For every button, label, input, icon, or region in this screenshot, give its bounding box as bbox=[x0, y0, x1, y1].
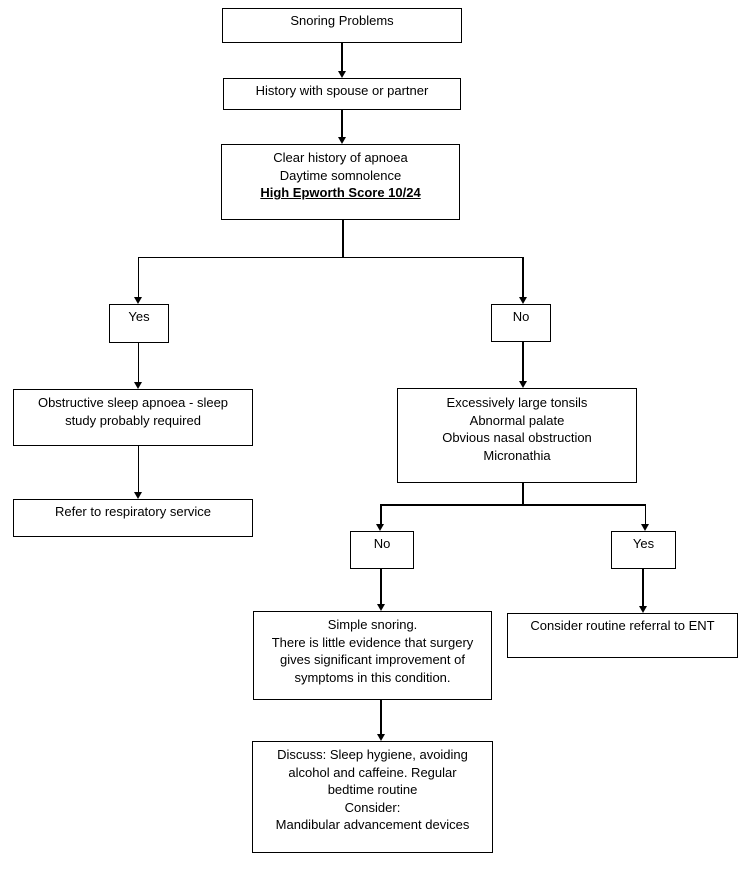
node-simple-line-3: gives significant improvement of bbox=[280, 652, 465, 667]
node-obstructive-sleep-apnoea bbox=[13, 389, 253, 446]
arrow-down-icon bbox=[376, 524, 384, 531]
edge-apnoea-branch-bar bbox=[138, 257, 524, 259]
node-history-spouse-partner bbox=[223, 78, 461, 110]
node-simple-line-4: symptoms in this condition. bbox=[294, 669, 451, 685]
node-discuss-line-4: Consider: bbox=[344, 799, 401, 815]
edge-tonsils-branch-stem bbox=[522, 483, 524, 505]
edge-no1-tonsils-line bbox=[522, 342, 524, 381]
node-ent-label: Consider routine referral to ENT bbox=[530, 618, 715, 633]
arrow-down-icon bbox=[519, 381, 527, 388]
node-yes-1-label: Yes bbox=[128, 309, 150, 324]
arrow-down-icon bbox=[134, 297, 142, 304]
node-simple-line-1: Simple snoring. bbox=[327, 617, 418, 632]
edge-tonsils-branch-bar bbox=[380, 504, 646, 506]
node-discuss-line-5: Mandibular advancement devices bbox=[275, 817, 470, 832]
edge-osa-refer-line bbox=[138, 446, 140, 492]
edge-branch-no2-line bbox=[380, 504, 382, 524]
edge-no2-simple-line bbox=[380, 569, 382, 604]
node-apnoea-line-1: Clear history of apnoea bbox=[273, 150, 408, 165]
arrow-down-icon bbox=[134, 382, 142, 389]
node-simple-snoring bbox=[253, 611, 492, 700]
arrow-down-icon bbox=[338, 137, 346, 144]
node-no-1-label: No bbox=[512, 309, 530, 324]
node-refer-respiratory bbox=[13, 499, 253, 537]
node-tonsils-line-1: Excessively large tonsils bbox=[446, 395, 588, 410]
node-refer-label: Refer to respiratory service bbox=[54, 504, 212, 519]
node-discuss-sleep-hygiene bbox=[252, 741, 493, 853]
arrow-down-icon bbox=[519, 297, 527, 304]
edge-yes2-ent-line bbox=[642, 569, 644, 606]
node-simple-line-2: There is little evidence that surgery bbox=[271, 634, 474, 650]
edge-branch-yes2-line bbox=[645, 504, 647, 524]
node-snoring-problems-label: Snoring Problems bbox=[290, 13, 394, 28]
node-yes-1 bbox=[109, 304, 169, 343]
arrow-down-icon bbox=[639, 606, 647, 613]
arrow-down-icon bbox=[377, 604, 385, 611]
arrow-down-icon bbox=[338, 71, 346, 78]
arrow-down-icon bbox=[377, 734, 385, 741]
node-osa-line-1: Obstructive sleep apnoea - sleep bbox=[37, 395, 229, 410]
edge-simple-discuss-line bbox=[380, 700, 382, 734]
node-discuss-line-1: Discuss: Sleep hygiene, avoiding bbox=[277, 747, 468, 762]
node-snoring-problems bbox=[222, 8, 462, 43]
node-tonsils-line-4: Micronathia bbox=[483, 447, 551, 463]
node-apnoea-epworth-score: High Epworth Score 10/24 bbox=[260, 185, 421, 200]
node-tonsils-palate-obstruction bbox=[397, 388, 637, 483]
node-tonsils-line-3: Obvious nasal obstruction bbox=[442, 430, 592, 445]
node-ent-referral bbox=[507, 613, 738, 658]
arrow-down-icon bbox=[641, 524, 649, 531]
node-discuss-line-2: alcohol and caffeine. Regular bbox=[288, 764, 457, 780]
edge-apnoea-branch-stem bbox=[342, 220, 344, 258]
node-discuss-line-3: bedtime routine bbox=[327, 782, 418, 797]
edge-yes1-osa-line bbox=[138, 343, 140, 382]
node-apnoea-line-2: Daytime somnolence bbox=[279, 167, 402, 183]
edge-branch-no1-line bbox=[522, 257, 524, 298]
arrow-down-icon bbox=[134, 492, 142, 499]
edge-history-apnoea-line bbox=[341, 110, 343, 137]
node-no-1 bbox=[491, 304, 551, 342]
node-tonsils-line-2: Abnormal palate bbox=[469, 412, 565, 428]
node-no-2-label: No bbox=[373, 536, 391, 551]
edge-branch-yes1-line bbox=[138, 257, 140, 298]
edge-snoring-history-line bbox=[341, 43, 343, 71]
node-osa-line-2: study probably required bbox=[65, 412, 201, 428]
node-no-2 bbox=[350, 531, 414, 569]
node-yes-2 bbox=[611, 531, 676, 569]
node-yes-2-label: Yes bbox=[632, 536, 655, 551]
node-apnoea-history bbox=[221, 144, 460, 220]
node-history-label: History with spouse or partner bbox=[255, 83, 429, 98]
